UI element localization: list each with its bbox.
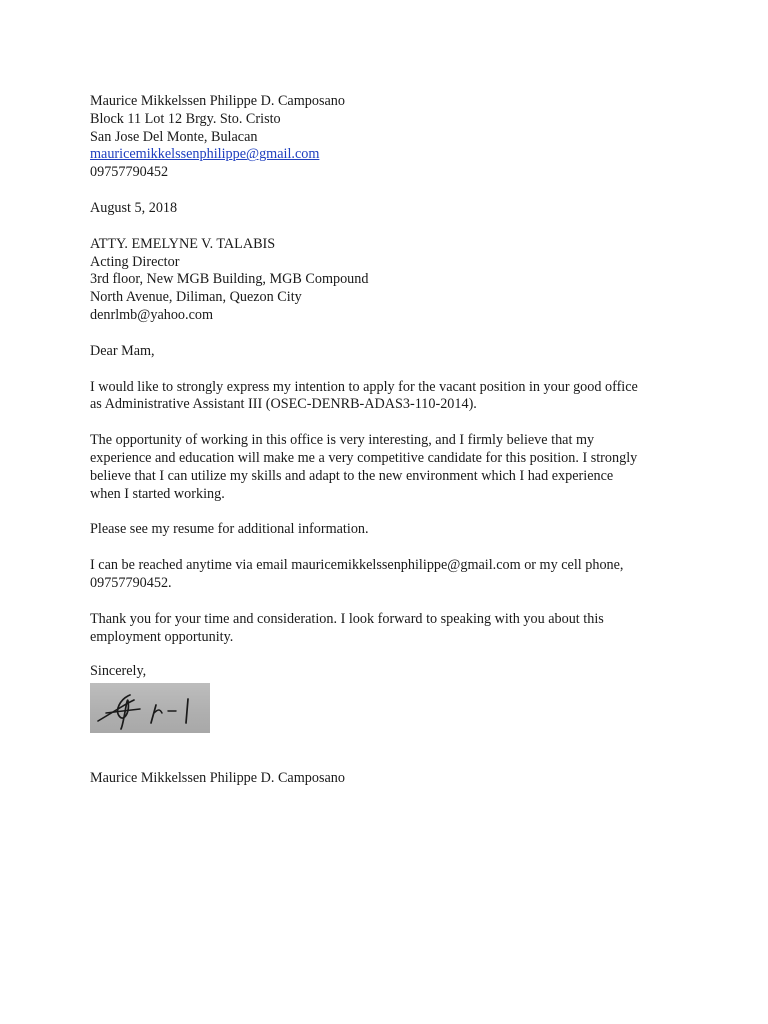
- salutation: Dear Mam,: [90, 342, 155, 359]
- body-line: experience and education will make me a very competitive candidate for this position. I strongly: [90, 449, 638, 466]
- signature-image: [90, 683, 210, 733]
- body-paragraph-4: [90, 557, 690, 593]
- closing: Sincerely,: [90, 663, 147, 680]
- recipient-name: ATTY. EMELYNE V. TALABIS: [90, 235, 276, 252]
- sender-name: Maurice Mikkelssen Philippe D. Camposano: [90, 93, 345, 109]
- body-line: as Administrative Assistant III (OSEC-DENRB-ADAS3-110-2014).: [90, 396, 477, 413]
- sender-block: [90, 93, 690, 182]
- body-paragraph-1: [90, 379, 690, 415]
- recipient-address-line2: North Avenue, Diliman, Quezon City: [90, 289, 302, 306]
- recipient-title: Acting Director: [90, 253, 180, 270]
- signer-block: [90, 770, 690, 788]
- body-paragraph-3: [90, 521, 690, 539]
- sender-phone: 09757790452: [90, 164, 169, 181]
- body-line: I would like to strongly express my intention to apply for the vacant position in your good office: [90, 378, 638, 395]
- recipient-block: [90, 236, 690, 325]
- body-line: Please see my resume for additional information.: [90, 521, 369, 538]
- sender-address-line1: Block 11 Lot 12 Brgy. Sto. Cristo: [90, 110, 281, 127]
- body-line: Thank you for your time and consideration. I look forward to speaking with you about this: [90, 610, 604, 627]
- letter-content: [90, 93, 690, 788]
- handwritten-signature-icon: [90, 683, 210, 733]
- body-line: employment opportunity.: [90, 628, 234, 645]
- body-paragraph-5: [90, 611, 690, 647]
- letter-date: August 5, 2018: [90, 199, 178, 216]
- body-line: believe that I can utilize my skills and adapt to the new environment which I had experience: [90, 467, 614, 484]
- closing-block: [90, 663, 690, 681]
- recipient-address-line1: 3rd floor, New MGB Building, MGB Compound: [90, 271, 369, 288]
- body-paragraph-2: [90, 432, 690, 503]
- sender-address-line2: San Jose Del Monte, Bulacan: [90, 128, 258, 145]
- recipient-email: denrlmb@yahoo.com: [90, 306, 213, 323]
- date-block: [90, 200, 690, 218]
- sender-email-link[interactable]: mauricemikkelssenphilippe@gmail.com: [90, 146, 320, 163]
- body-line: when I started working.: [90, 485, 225, 502]
- body-line: I can be reached anytime via email mauricemikkelssenphilippe@gmail.com or my cell phone,: [90, 557, 624, 574]
- body-line: The opportunity of working in this office is very interesting, and I firmly believe that my: [90, 432, 595, 449]
- salutation-block: [90, 343, 690, 361]
- signer-name: Maurice Mikkelssen Philippe D. Camposano: [90, 770, 345, 787]
- body-line: 09757790452.: [90, 574, 172, 591]
